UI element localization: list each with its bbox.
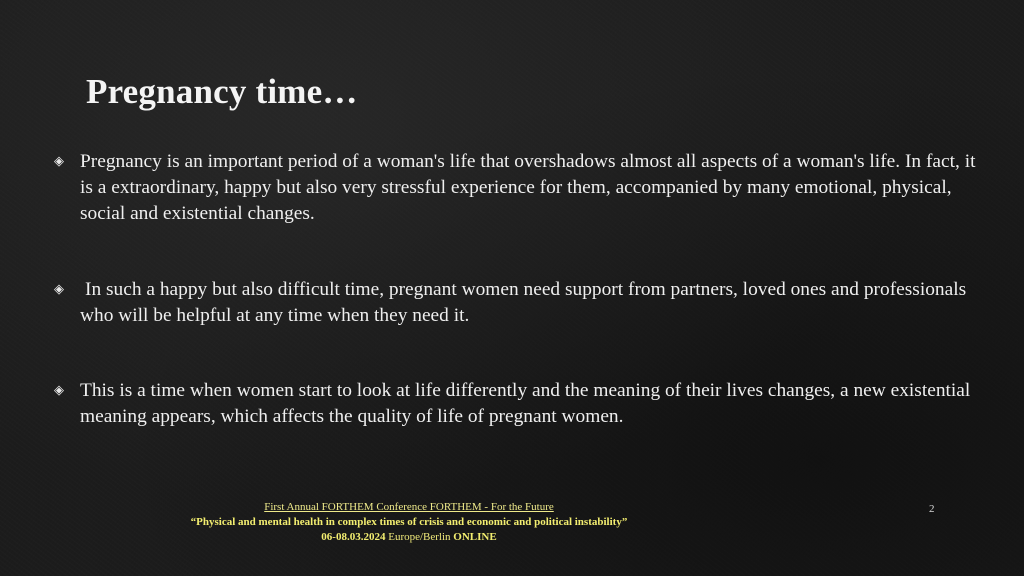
conference-theme: “Physical and mental health in complex times of crisis and economic and political instability” [190, 516, 628, 528]
conference-link[interactable]: First Annual FORTHEM Conference FORTHEM - For the Future [264, 501, 554, 513]
slide-title: Pregnancy time… [86, 72, 358, 111]
footer [150, 500, 668, 545]
bullet-text: In such a happy but also difficult time, pregnant women need support from partners, loved ones and professionals who will be helpful at any time when they need it. [80, 279, 967, 326]
conference-online-label: ONLINE [453, 531, 497, 543]
bullet-item [54, 378, 984, 430]
diamond-bullet-icon: ◈ [54, 383, 64, 398]
diamond-bullet-icon: ◈ [54, 154, 64, 169]
bullet-text: This is a time when women start to look at life differently and the meaning of their lives changes, a new existential meaning appears, which affects the quality of life of pregnant women. [80, 380, 971, 427]
bullet-item [54, 277, 984, 329]
bullet-item [54, 149, 984, 227]
bullet-text: Pregnancy is an important period of a woman's life that overshadows almost all aspects of a woman's life. In fact, it is a extraordinary, happy but also very stressful experience for them, accompanied by many emotional, physical, social and existential changes. [80, 151, 976, 224]
diamond-bullet-icon: ◈ [54, 282, 64, 297]
page-number: 2 [929, 503, 935, 515]
conference-dates: 06-08.03.2024 [321, 531, 386, 543]
conference-location: Europe/Berlin [388, 531, 451, 543]
conference-date-location [150, 530, 668, 545]
